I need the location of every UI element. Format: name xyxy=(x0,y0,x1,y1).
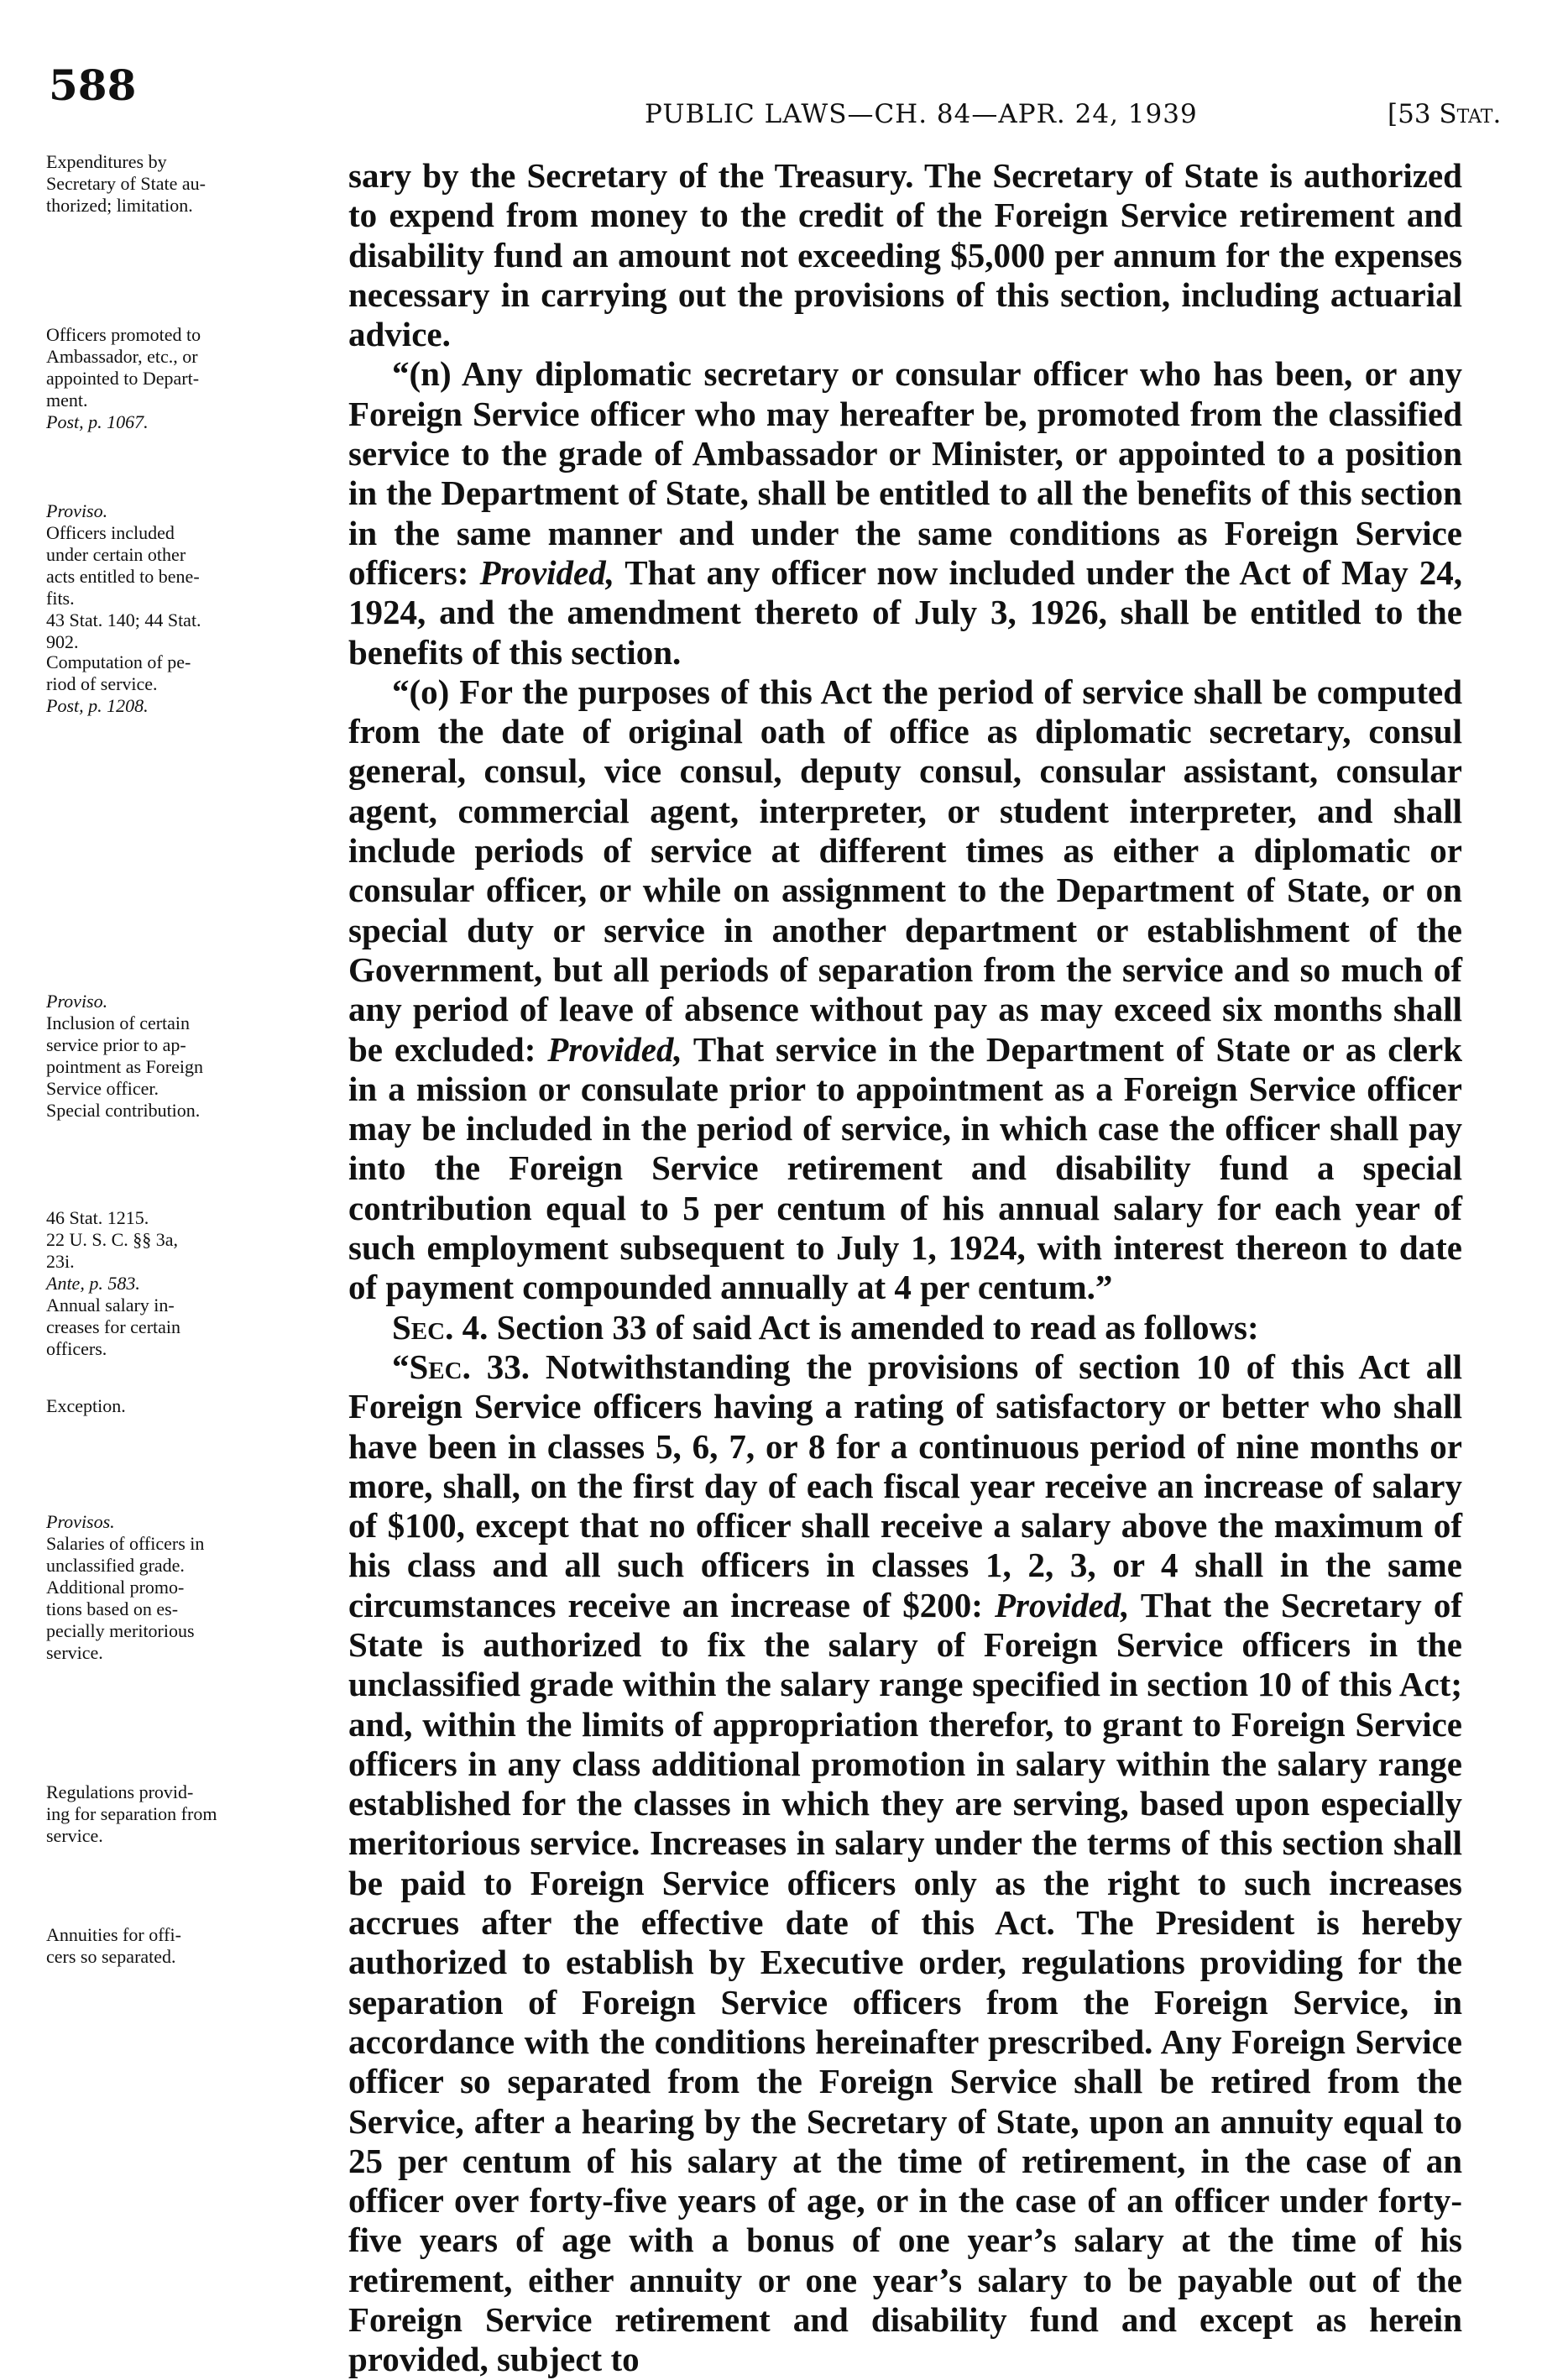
note-line: acts entitled to bene- xyxy=(46,566,200,587)
margin-note-salaries xyxy=(46,1511,336,1664)
text: That any officer now included under the Act of May 24, 1924, and the amendment thereto of July 3, 1926, shall be entitled to the benefits of this section. xyxy=(348,552,1462,672)
note-line: Officers included xyxy=(46,522,175,543)
paragraph-sec-4 xyxy=(348,1308,1462,1347)
volume-reference xyxy=(1388,99,1501,129)
note-line: appointed to Depart- xyxy=(46,368,200,389)
note-line: pointment as Foreign xyxy=(46,1056,203,1077)
text: “(n) Any diplomatic secretary or consular officer who has been, or any Foreign Service officer who may hereafter be, promoted from the classified service to the grade of Ambassador or Minister, or appointed to a position in the Department of State, shall be entitled to all the benefits of this section in the same manner and under the same conditions as Foreign Service officers: xyxy=(348,354,1462,592)
note-line: tions based on es- xyxy=(46,1598,179,1619)
open-quote: “ xyxy=(392,1347,410,1386)
note-line: Inclusion of certain xyxy=(46,1012,191,1033)
text: sary by the Secretary of the Treasury. The Secretary of State is authorized to expend from money to the credit of the Foreign Service retirement and disability fund an amount not exceeding $5,000 per annum for the expenses necessary in carrying out the provisions of this section, including actuarial advice. xyxy=(348,156,1462,354)
margin-note-computation xyxy=(46,651,336,717)
note-line: Secretary of State au- xyxy=(46,173,206,194)
note-line: Computation of pe- xyxy=(46,651,191,672)
note-line: fits. xyxy=(46,588,75,609)
note-line: 23i. xyxy=(46,1251,75,1272)
note-line: unclassified grade. xyxy=(46,1555,185,1576)
note-line: Additional promo- xyxy=(46,1577,185,1598)
note-line: Special contribution. xyxy=(46,1100,201,1121)
note-line: 22 U. S. C. §§ 3a, xyxy=(46,1229,179,1250)
note-line: officers. xyxy=(46,1338,107,1359)
note-line: under certain other xyxy=(46,544,186,565)
text: “(o) For the purposes of this Act the period of service shall be computed from the date of original oath of office as diplomatic secretary, consul general, consul, vice consul, deputy consul, consular assistant, consular agent, commercial agent, interpreter, or student interpreter, and shall include periods of service at different times as either a diplomatic or consular officer, or while on assignment to the Department of State, or on special duty or service in another department or establishment of the Government, but all periods of separation from the service and so much of any period of leave of absence without pay as may exceed six months shall be excluded: xyxy=(348,672,1462,1069)
note-reference: Post, p. 1067. xyxy=(46,411,149,432)
note-line: Expenditures by xyxy=(46,151,167,172)
proviso-word: Provided, xyxy=(547,1029,682,1069)
page-number: 588 xyxy=(49,60,137,110)
note-line: Salaries of officers in xyxy=(46,1533,205,1554)
note-line: Annuities for offi- xyxy=(46,1924,181,1945)
proviso-word: Provided, xyxy=(479,552,614,592)
note-line: Regulations provid- xyxy=(46,1781,194,1802)
note-line: Officers promoted to xyxy=(46,324,201,345)
text: 33. Notwithstanding the provisions of section 10 of this Act all Foreign Service officers having a rating of satisfactory or better who shall have been in classes 5, 6, 7, or 8 for a continuous period of nine months or more, shall, on the first day of each fiscal year receive an increase of salary of $100, except that no officer shall receive a salary above the maximum of his class and all such officers in classes 1, 2, 3, or 4 shall in the same circumstances receive an increase of $200: xyxy=(348,1347,1462,1624)
note-line: Ambassador, etc., or xyxy=(46,346,198,367)
note-line: Annual salary in- xyxy=(46,1295,175,1316)
note-line: pecially meritorious xyxy=(46,1620,195,1641)
note-line: creases for certain xyxy=(46,1316,181,1337)
margin-note-officers-included xyxy=(46,500,336,653)
text: That service in the Department of State or as clerk in a mission or consulate prior to appointment as a Foreign Service officer may be included in the period of service, in which case the officer shall pay into the Foreign Service retirement and disability fund a special contribution equal to 5 per centum of his annual salary for each year of such employment subsequent to July 1, 1924, with interest thereon to date of payment compounded annually at 4 per centum.” xyxy=(348,1029,1462,1307)
volume-word: Stat. xyxy=(1439,99,1502,129)
paragraph-n xyxy=(348,354,1462,672)
section-label: Sec. xyxy=(392,1307,454,1347)
note-line: Exception. xyxy=(46,1395,126,1416)
note-line: service prior to ap- xyxy=(46,1034,186,1055)
margin-note-expenditures xyxy=(46,151,336,217)
page-header xyxy=(0,0,1547,143)
note-line: cers so separated. xyxy=(46,1946,176,1967)
margin-note-citations xyxy=(46,1207,336,1295)
paragraph-sec-33 xyxy=(348,1347,1462,2380)
text: 4. Section 33 of said Act is amended to read as follows: xyxy=(453,1307,1259,1347)
note-line: ment. xyxy=(46,390,88,411)
note-line: ing for separation from xyxy=(46,1803,217,1824)
running-head: PUBLIC LAWS—CH. 84—APR. 24, 1939 xyxy=(645,99,1198,129)
note-proviso: Proviso. xyxy=(46,500,108,521)
margin-note-inclusion xyxy=(46,991,336,1122)
paragraph-o xyxy=(348,672,1462,1308)
text: That the Secretary of State is authorized to fix the salary of Foreign Service officers in the unclassified grade within the salary range specified in section 10 of this Act; and, within the limits of appropriation therefor, to grant to Foreign Service officers in any class additional promotion in salary within the salary range established for the classes in which they are serving, based upon especially meritorious service. Increases in salary under the terms of this section shall be paid to Foreign Service officers only as the right to such increases accrues after the effective date of this Act. The President is hereby authorized to establish by Executive order, regulations providing for the separation of Foreign Service officers from the Foreign Service, in accordance with the conditions hereinafter prescribed. Any Foreign Service officer so separated from the Foreign Service shall be retired from the Service, after a hearing by the Secretary of State, upon an annuity equal to 25 per centum of his salary at the time of retirement, in the case of an officer over forty-five years of age, or in the case of an officer under forty-five years of age with a bonus of one year’s salary at the time of his retirement, either annuity or one year’s salary to be payable out of the Foreign Service retirement and disability fund and except as herein provided, subject to xyxy=(348,1585,1462,2379)
statute-body xyxy=(348,156,1462,2380)
margin-note-annual-salary xyxy=(46,1295,336,1360)
note-line: 46 Stat. 1215. xyxy=(46,1207,149,1228)
note-line: service. xyxy=(46,1642,103,1663)
margin-note-regulations xyxy=(46,1781,336,1847)
section-label: Sec. xyxy=(409,1347,471,1386)
proviso-word: Provided, xyxy=(994,1585,1130,1624)
note-line: 902. xyxy=(46,631,79,652)
note-line: riod of service. xyxy=(46,673,158,694)
note-line: thorized; limitation. xyxy=(46,195,193,216)
note-reference: Ante, p. 583. xyxy=(46,1273,140,1294)
margin-note-exception xyxy=(46,1395,336,1417)
note-line: service. xyxy=(46,1825,103,1846)
note-line: 43 Stat. 140; 44 Stat. xyxy=(46,609,201,630)
note-proviso: Provisos. xyxy=(46,1511,115,1532)
paragraph-1 xyxy=(348,156,1462,354)
note-line: Service officer. xyxy=(46,1078,159,1099)
note-reference: Post, p. 1208. xyxy=(46,695,149,716)
margin-note-officers-promoted xyxy=(46,324,336,433)
volume-prefix: [53 xyxy=(1388,99,1440,129)
margin-note-annuities xyxy=(46,1924,336,1968)
note-proviso: Proviso. xyxy=(46,991,108,1012)
